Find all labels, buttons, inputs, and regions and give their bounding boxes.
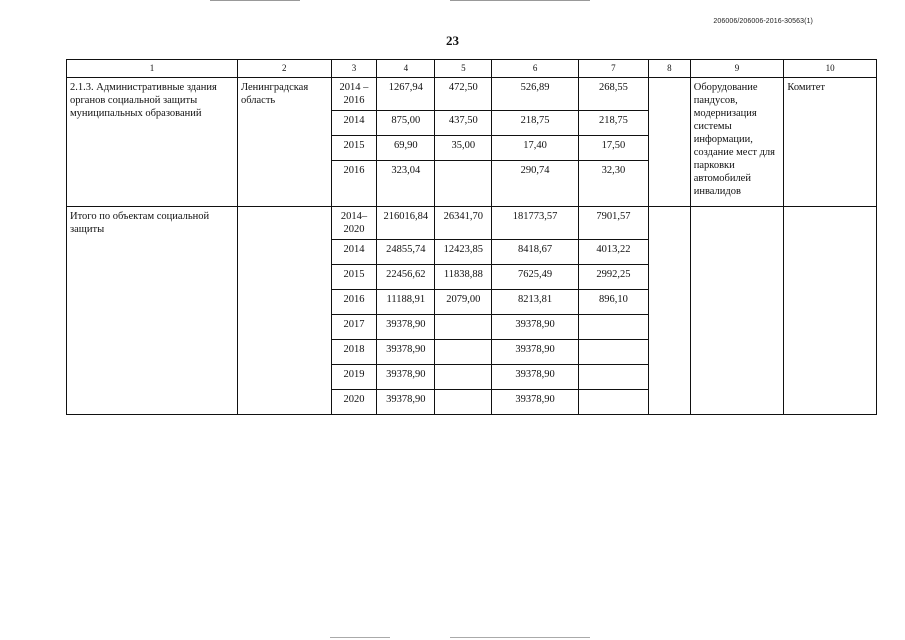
value-col7: 17,50 <box>578 136 648 161</box>
value-col4: 11188,91 <box>377 290 435 315</box>
year-cell: 2018 <box>331 340 377 365</box>
value-col7: 268,55 <box>578 78 648 111</box>
page-number: 23 <box>446 33 459 48</box>
value-col4: 39378,90 <box>377 315 435 340</box>
table-row <box>67 78 877 111</box>
col-header-6: 6 <box>492 60 578 78</box>
value-col7: 2992,25 <box>578 265 648 290</box>
value-col6: 526,89 <box>492 78 578 111</box>
value-col6: 39378,90 <box>492 390 578 415</box>
value-col7 <box>578 390 648 415</box>
year-cell: 2015 <box>331 265 377 290</box>
document-id: 206006/206006-2016-30563(1) <box>713 18 813 25</box>
owner-cell: Комитет <box>784 78 877 207</box>
value-col5 <box>435 390 492 415</box>
year-cell: 2014– 2020 <box>331 207 377 240</box>
measure-label: 2.1.3. Административные здания органов социальной защиты муниципальных образований <box>67 78 238 207</box>
value-col5: 11838,88 <box>435 265 492 290</box>
year-cell: 2016 <box>331 161 377 207</box>
value-col6: 7625,49 <box>492 265 578 290</box>
table-row <box>67 207 877 240</box>
col-header-4: 4 <box>377 60 435 78</box>
value-col4: 39378,90 <box>377 390 435 415</box>
year-cell: 2016 <box>331 290 377 315</box>
value-col5 <box>435 161 492 207</box>
value-col7: 896,10 <box>578 290 648 315</box>
value-col5: 26341,70 <box>435 207 492 240</box>
col-header-7: 7 <box>578 60 648 78</box>
year-cell: 2014 <box>331 111 377 136</box>
value-col4: 323,04 <box>377 161 435 207</box>
col-header-5: 5 <box>435 60 492 78</box>
value-col7 <box>578 365 648 390</box>
year-cell: 2019 <box>331 365 377 390</box>
value-col4: 22456,62 <box>377 265 435 290</box>
value-col5 <box>435 340 492 365</box>
col-header-10: 10 <box>784 60 877 78</box>
col-header-8: 8 <box>649 60 691 78</box>
value-col5: 35,00 <box>435 136 492 161</box>
value-col4: 875,00 <box>377 111 435 136</box>
col-header-3: 3 <box>331 60 377 78</box>
value-col7: 4013,22 <box>578 240 648 265</box>
value-col7: 218,75 <box>578 111 648 136</box>
value-col4: 24855,74 <box>377 240 435 265</box>
scan-edge-bottom-2 <box>450 637 590 638</box>
year-cell: 2015 <box>331 136 377 161</box>
col-header-1: 1 <box>67 60 238 78</box>
value-col7: 7901,57 <box>578 207 648 240</box>
value-col5: 12423,85 <box>435 240 492 265</box>
value-col5 <box>435 365 492 390</box>
value-col6: 8418,67 <box>492 240 578 265</box>
value-col5: 472,50 <box>435 78 492 111</box>
col8-cell <box>649 207 691 415</box>
value-col6: 39378,90 <box>492 340 578 365</box>
value-col5 <box>435 315 492 340</box>
scan-edge-bottom <box>330 637 390 638</box>
value-col7 <box>578 315 648 340</box>
col-header-2: 2 <box>237 60 331 78</box>
value-col7 <box>578 340 648 365</box>
value-col5: 437,50 <box>435 111 492 136</box>
scan-edge-top <box>210 0 300 1</box>
value-col4: 216016,84 <box>377 207 435 240</box>
value-col6: 218,75 <box>492 111 578 136</box>
value-col4: 1267,94 <box>377 78 435 111</box>
owner-cell-empty <box>784 207 877 415</box>
col8-cell <box>649 78 691 207</box>
note-cell-empty <box>690 207 784 415</box>
table-header-row <box>67 60 877 78</box>
program-table <box>66 59 877 415</box>
region-cell: Ленинградская область <box>237 78 331 207</box>
region-cell-empty <box>237 207 331 415</box>
value-col5: 2079,00 <box>435 290 492 315</box>
value-col4: 39378,90 <box>377 340 435 365</box>
total-label: Итого по объектам социальной защиты <box>67 207 238 415</box>
note-cell: Оборудование пандусов, модернизация системы информации, создание мест для парковки автомобилей инвалидов <box>690 78 784 207</box>
value-col6: 181773,57 <box>492 207 578 240</box>
value-col6: 39378,90 <box>492 365 578 390</box>
scan-edge-top-2 <box>450 0 590 1</box>
year-cell: 2020 <box>331 390 377 415</box>
year-cell: 2014 – 2016 <box>331 78 377 111</box>
value-col7: 32,30 <box>578 161 648 207</box>
year-cell: 2017 <box>331 315 377 340</box>
col-header-9: 9 <box>690 60 784 78</box>
value-col6: 39378,90 <box>492 315 578 340</box>
year-cell: 2014 <box>331 240 377 265</box>
value-col4: 39378,90 <box>377 365 435 390</box>
value-col6: 8213,81 <box>492 290 578 315</box>
value-col6: 17,40 <box>492 136 578 161</box>
value-col6: 290,74 <box>492 161 578 207</box>
value-col4: 69,90 <box>377 136 435 161</box>
